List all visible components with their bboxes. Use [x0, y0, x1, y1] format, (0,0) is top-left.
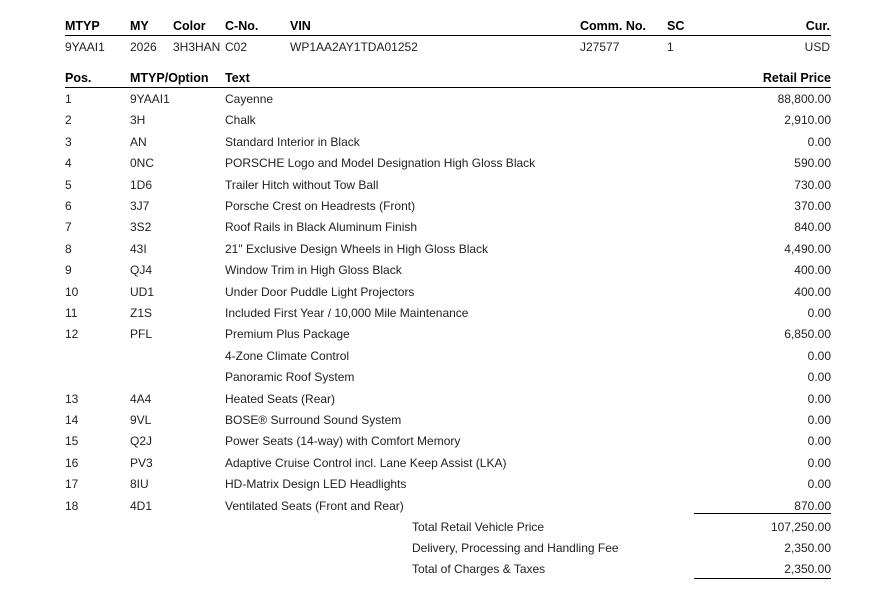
label-cur: Cur. [805, 19, 830, 33]
value-comm-no: J27577 [580, 40, 620, 54]
label-vin: VIN [290, 19, 311, 33]
row-price: 400.00 [794, 285, 831, 299]
col-header-price: Retail Price [762, 71, 831, 85]
row-option: 3S2 [130, 220, 152, 234]
row-pos: 9 [65, 263, 72, 277]
row-price: 870.00 [794, 499, 831, 513]
row-price: 4,490.00 [784, 242, 831, 256]
label-sc: SC [667, 19, 685, 33]
row-pos: 1 [65, 92, 72, 106]
row-pos: 17 [65, 477, 79, 491]
row-option: 9YAAI1 [130, 92, 170, 106]
row-price: 2,910.00 [784, 113, 831, 127]
row-option: 9VL [130, 413, 152, 427]
value-my: 2026 [130, 40, 157, 54]
row-price: 6,850.00 [784, 327, 831, 341]
row-price: 0.00 [807, 349, 831, 363]
value-cur: USD [804, 40, 830, 54]
row-text: Included First Year / 10,000 Mile Maintenance [225, 306, 469, 320]
col-header-text: Text [225, 71, 250, 85]
row-price: 0.00 [807, 370, 831, 384]
label-my: MY [130, 19, 149, 33]
subtotal-rule [694, 513, 831, 514]
row-price: 0.00 [807, 477, 831, 491]
delivery-fee-label: Delivery, Processing and Handling Fee [412, 541, 619, 555]
row-text: Roof Rails in Black Aluminum Finish [225, 220, 418, 234]
row-option: PV3 [130, 456, 153, 470]
row-price: 0.00 [807, 456, 831, 470]
row-option: 3J7 [130, 199, 150, 213]
row-option: 4D1 [130, 499, 153, 513]
row-price: 590.00 [794, 156, 831, 170]
row-text: BOSE® Surround Sound System [225, 413, 402, 427]
row-price: 88,800.00 [777, 92, 831, 106]
row-option: 3H [130, 113, 146, 127]
row-pos: 4 [65, 156, 72, 170]
value-cno: C02 [225, 40, 248, 54]
row-option: Z1S [130, 306, 153, 320]
row-pos: 5 [65, 178, 72, 192]
row-pos: 15 [65, 434, 79, 448]
row-pos: 8 [65, 242, 72, 256]
row-text: 4-Zone Climate Control [225, 349, 350, 363]
total-retail-label: Total Retail Vehicle Price [412, 520, 545, 534]
row-text: Window Trim in High Gloss Black [225, 263, 402, 277]
total-charges-value: 2,350.00 [784, 562, 831, 576]
row-pos: 7 [65, 220, 72, 234]
row-option: UD1 [130, 285, 155, 299]
row-option: PFL [130, 327, 153, 341]
row-text: Panoramic Roof System [225, 370, 355, 384]
row-text: Porsche Crest on Headrests (Front) [225, 199, 416, 213]
row-text: Under Door Puddle Light Projectors [225, 285, 415, 299]
row-price: 0.00 [807, 413, 831, 427]
row-text: Cayenne [225, 92, 274, 106]
row-price: 370.00 [794, 199, 831, 213]
row-text: Chalk [225, 113, 256, 127]
row-price: 0.00 [807, 135, 831, 149]
row-text: Standard Interior in Black [225, 135, 360, 149]
row-price: 0.00 [807, 306, 831, 320]
row-pos: 10 [65, 285, 79, 299]
value-color: 3H3HAN [173, 40, 221, 54]
row-option: QJ4 [130, 263, 153, 277]
row-option: 1D6 [130, 178, 153, 192]
row-text: Trailer Hitch without Tow Ball [225, 178, 379, 192]
row-text: 21" Exclusive Design Wheels in High Gloss Black [225, 242, 489, 256]
table-header-divider [65, 87, 831, 88]
total-charges-label: Total of Charges & Taxes [412, 562, 546, 576]
row-pos: 3 [65, 135, 72, 149]
value-sc: 1 [667, 40, 674, 54]
value-mtyp: 9YAAI1 [65, 40, 105, 54]
row-pos: 12 [65, 327, 79, 341]
row-pos: 18 [65, 499, 79, 513]
label-cno: C-No. [225, 19, 259, 33]
value-vin: WP1AA2AY1TDA01252 [290, 40, 418, 54]
row-price: 0.00 [807, 392, 831, 406]
row-pos: 2 [65, 113, 72, 127]
total-underline [694, 578, 831, 579]
row-text: Premium Plus Package [225, 327, 350, 341]
row-option: 8IU [130, 477, 149, 491]
row-pos: 16 [65, 456, 79, 470]
col-header-pos: Pos. [65, 71, 92, 85]
row-text: Power Seats (14-way) with Comfort Memory [225, 434, 461, 448]
total-retail-value: 107,250.00 [770, 520, 831, 534]
row-text: PORSCHE Logo and Model Designation High Gloss Black [225, 156, 536, 170]
delivery-fee-value: 2,350.00 [784, 541, 831, 555]
row-pos: 6 [65, 199, 72, 213]
row-option: 0NC [130, 156, 155, 170]
row-price: 400.00 [794, 263, 831, 277]
label-comm-no: Comm. No. [580, 19, 646, 33]
row-price: 840.00 [794, 220, 831, 234]
row-pos: 13 [65, 392, 79, 406]
header-divider [65, 35, 831, 36]
row-option: 43I [130, 242, 147, 256]
row-text: HD-Matrix Design LED Headlights [225, 477, 407, 491]
col-header-option: MTYP/Option [130, 71, 209, 85]
row-price: 730.00 [794, 178, 831, 192]
row-text: Heated Seats (Rear) [225, 392, 336, 406]
row-pos: 14 [65, 413, 79, 427]
row-option: Q2J [130, 434, 153, 448]
row-option: AN [130, 135, 147, 149]
row-option: 4A4 [130, 392, 152, 406]
row-pos: 11 [65, 306, 78, 320]
label-color: Color [173, 19, 206, 33]
label-mtyp: MTYP [65, 19, 100, 33]
row-price: 0.00 [807, 434, 831, 448]
row-text: Adaptive Cruise Control incl. Lane Keep Assist (LKA) [225, 456, 507, 470]
row-text: Ventilated Seats (Front and Rear) [225, 499, 404, 513]
